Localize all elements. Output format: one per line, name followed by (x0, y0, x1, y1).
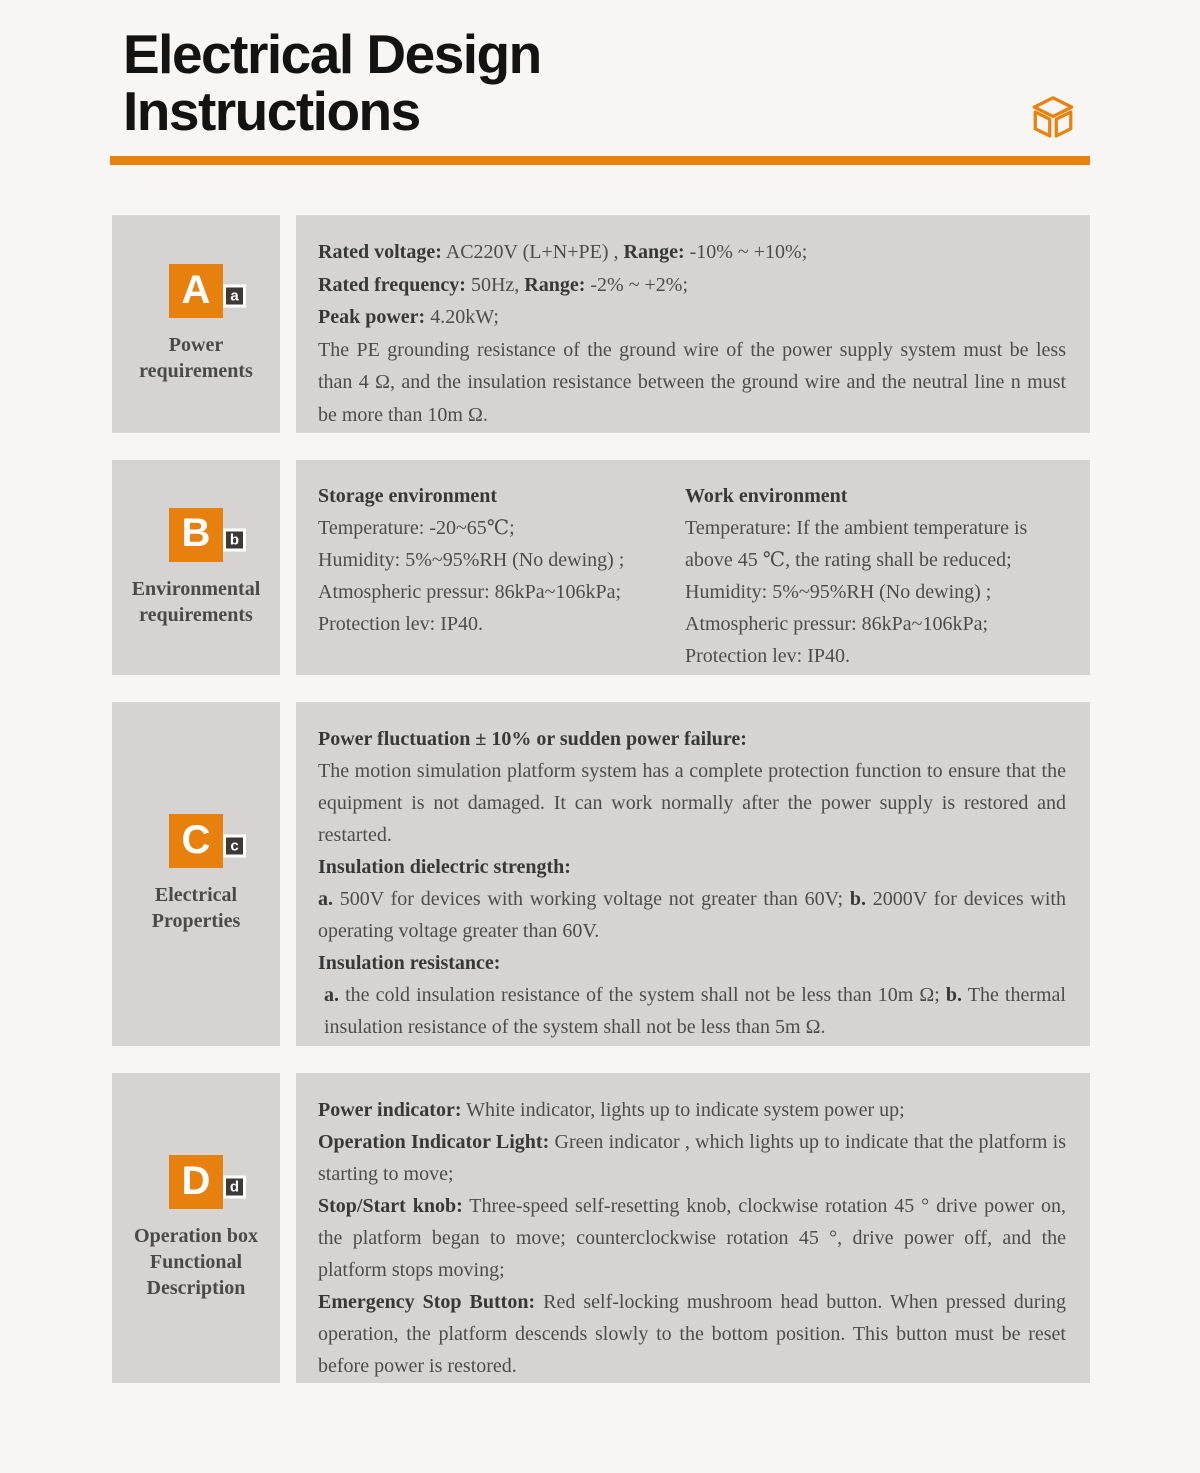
item-a-label: a. (318, 888, 333, 910)
letter-badge-C (169, 814, 223, 868)
emergency-stop-label: Emergency Stop Button: (318, 1291, 536, 1313)
rated-voltage-label: Rated voltage: (318, 241, 442, 263)
section-d-label: Operation box Functional Description (134, 1225, 258, 1299)
page-title-line-2: Instructions (123, 80, 420, 142)
rated-frequency-label: Rated frequency: (318, 273, 466, 296)
voltage-range-value: -10% ~ +10%; (684, 241, 808, 263)
page-title-line-1: Electrical Design (123, 23, 541, 85)
work-environment-column (685, 480, 1072, 675)
section-c-label: Electrical Properties (151, 884, 241, 932)
power-fluctuation-paragraph: The motion simulation platform system has a complete protection function to ensure that the equipment is not damaged. It can work normally after the power supply is restored and restarted. (318, 760, 1066, 846)
operation-indicator-text: Green indicator , which lights up to indicate that the platform is starting to move; (318, 1131, 1066, 1185)
section-d-panel (296, 1073, 1090, 1383)
power-indicator-label: Power indicator: (318, 1099, 462, 1121)
section-b-badge (169, 508, 240, 562)
section-a-label: Power requirements (139, 334, 253, 382)
peak-power-row (318, 301, 1066, 334)
section-c-side (112, 702, 280, 1046)
letter-badge-B (169, 508, 223, 562)
section-a-panel (296, 215, 1090, 433)
section-a-badge (169, 264, 239, 318)
rated-voltage-value: AC220V (L+N+PE) , (441, 241, 624, 263)
storage-environment-title: Storage environment (318, 485, 498, 507)
badge-letter: A (181, 267, 211, 312)
grounding-paragraph: The PE grounding resistance of the ground wire of the power supply system must be less than 4 Ω, and the insulation resistance between the ground wire and the neutral line n must be more than 10m Ω. (318, 338, 1066, 426)
work-pressure: Atmospheric pressur: 86kPa~106kPa; (685, 613, 989, 635)
insulation-resistance-paragraph (318, 979, 1066, 1043)
rated-frequency-row (318, 269, 1066, 302)
sections (112, 215, 1090, 1383)
section-power-requirements (112, 215, 1090, 433)
cube-icon (1030, 94, 1076, 140)
work-humidity: Humidity: 5%~95%RH (No dewing) ; (685, 581, 992, 603)
work-protection: Protection lev: IP40. (685, 645, 850, 667)
operation-indicator-item (318, 1126, 1066, 1190)
section-b-label: Environmental requirements (131, 577, 261, 626)
voltage-range-label: Range: (623, 241, 685, 263)
stop-start-knob-text: Three-speed self-resetting knob, clockwise rotation 45 ° drive power on, the platform began to move; counterclockwise rotation 45 °, drive power off, and the platform stops moving; (318, 1195, 1067, 1281)
section-electrical-properties (112, 702, 1090, 1046)
emergency-stop-item (318, 1286, 1066, 1382)
insulation-resistance-heading: Insulation resistance: (318, 952, 501, 974)
item-b-text: 2000V for devices with operating voltage greater than 60V. (318, 888, 1066, 942)
work-temperature: Temperature: If the ambient temperature is above 45 ℃, the rating shall be reduced; (685, 517, 1028, 571)
sub-badge-b: b (223, 528, 246, 551)
item-a-text: 500V for devices with working voltage not greater than 60V; (333, 888, 850, 910)
badge-letter: C (181, 817, 211, 862)
storage-environment-column (318, 480, 685, 675)
frequency-range-label: Range: (524, 273, 586, 296)
dielectric-strength-paragraph (318, 883, 1066, 947)
section-b-side (112, 460, 280, 675)
peak-power-value: 4.20kW; (425, 306, 499, 328)
section-d-badge (169, 1155, 240, 1209)
sub-badge-c: c (223, 835, 246, 858)
section-operation-box (112, 1073, 1090, 1383)
storage-humidity: Humidity: 5%~95%RH (No dewing) ; (318, 549, 625, 571)
section-c-badge (169, 814, 239, 868)
section-d-side (112, 1073, 280, 1383)
item-b-text: The thermal insulation resistance of the system shall not be less than 5m Ω. (324, 984, 1066, 1038)
operation-indicator-label: Operation Indicator Light: (318, 1131, 550, 1153)
section-environmental-requirements (112, 460, 1090, 675)
accent-divider (110, 156, 1090, 165)
section-a-side (112, 215, 280, 433)
badge-letter: D (181, 1158, 211, 1203)
power-indicator-item (318, 1094, 1066, 1126)
rated-voltage-row (318, 236, 1066, 269)
frequency-range-value: -2% ~ +2%; (585, 273, 689, 296)
work-environment-title: Work environment (685, 485, 848, 507)
page-header (0, 0, 1200, 140)
sub-badge-d: d (223, 1176, 246, 1199)
section-b-panel (296, 460, 1090, 675)
section-c-panel (296, 702, 1090, 1046)
peak-power-label: Peak power: (318, 306, 426, 328)
item-b-label: b. (849, 888, 866, 910)
storage-protection: Protection lev: IP40. (318, 613, 483, 635)
letter-badge-D (169, 1155, 223, 1209)
storage-pressure: Atmospheric pressur: 86kPa~106kPa; (318, 581, 622, 603)
item-b-label: b. (945, 984, 963, 1006)
rated-frequency-value: 50Hz, (465, 273, 525, 296)
stop-start-knob-label: Stop/Start knob: (318, 1195, 463, 1217)
stop-start-knob-item (318, 1190, 1066, 1286)
item-a-label: a. (324, 984, 339, 1006)
badge-letter: B (181, 511, 211, 555)
item-a-text: the cold insulation resistance of the system shall not be less than 10m Ω; (339, 984, 946, 1006)
emergency-stop-text: Red self-locking mushroom head button. When pressed during operation, the platform descends slowly to the bottom position. This button must be reset before power is restored. (318, 1291, 1066, 1377)
power-fluctuation-heading: Power fluctuation ± 10% or sudden power failure: (318, 728, 747, 750)
sub-badge-a: a (223, 285, 246, 308)
power-indicator-text: White indicator, lights up to indicate system power up; (461, 1099, 905, 1121)
dielectric-strength-heading: Insulation dielectric strength: (318, 856, 571, 878)
storage-temperature: Temperature: -20~65℃; (318, 517, 515, 539)
letter-badge-A (169, 264, 223, 318)
